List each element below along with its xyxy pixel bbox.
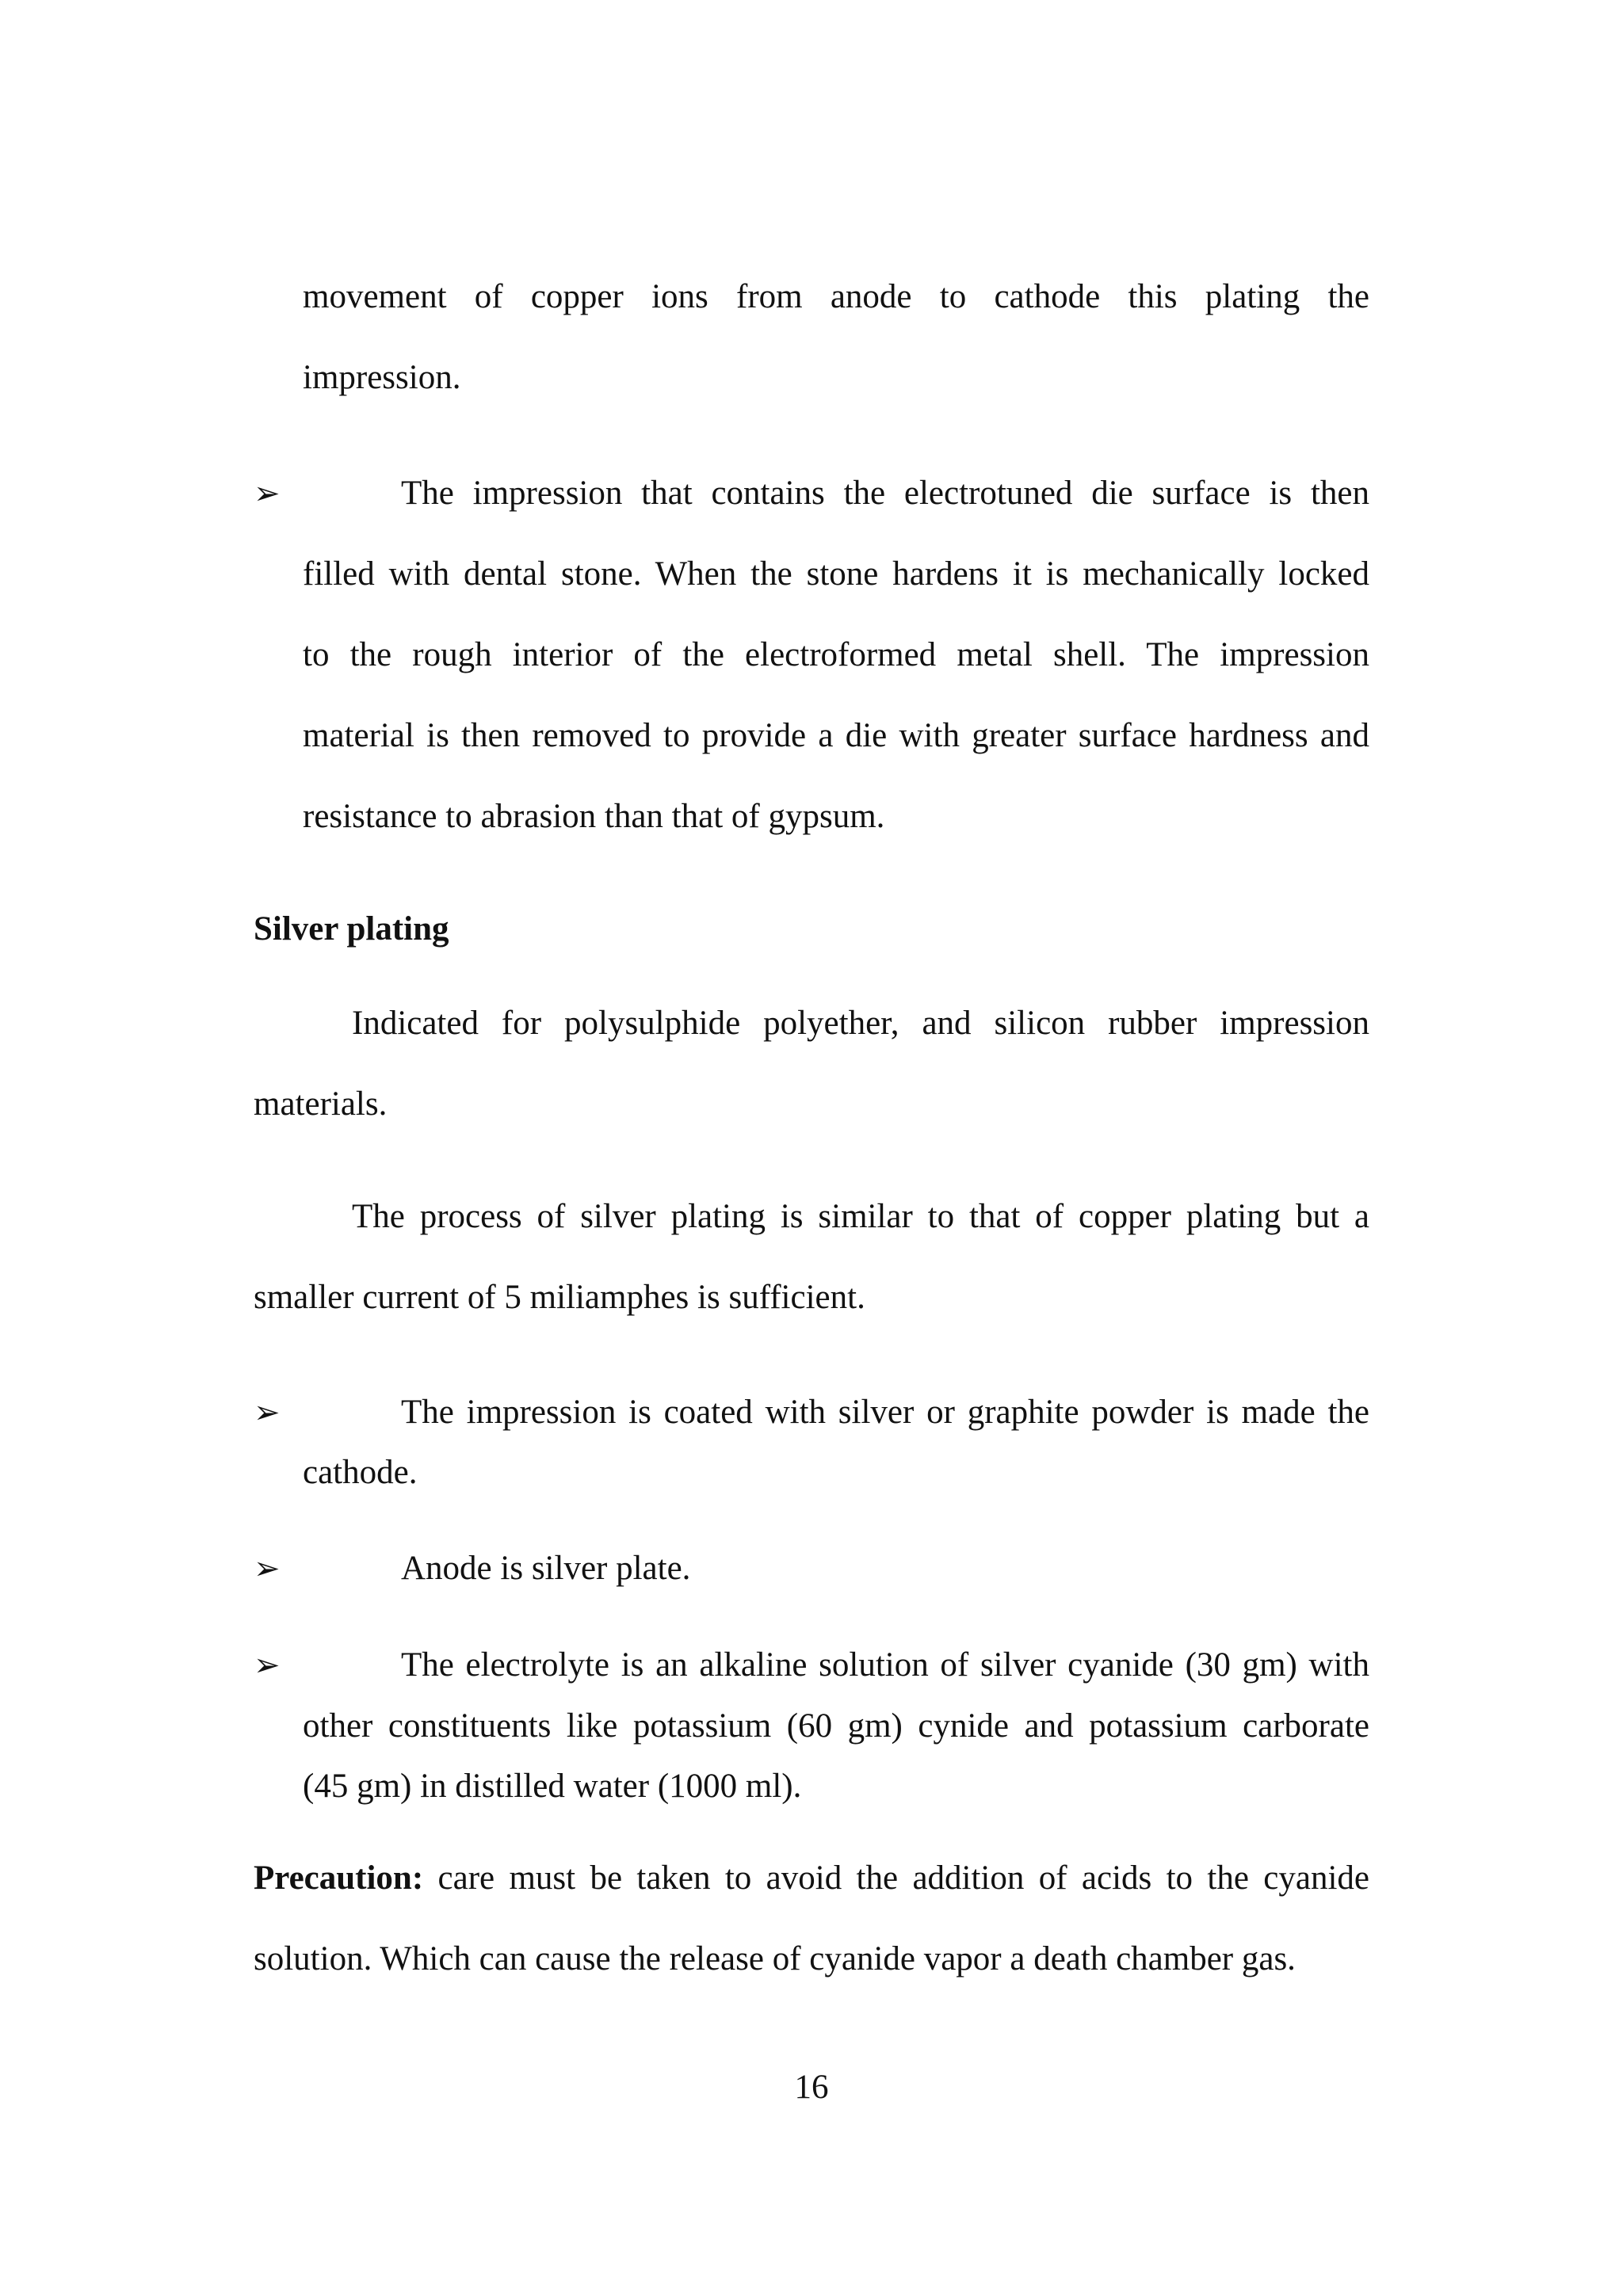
indicated-line-1: Indicated for polysulphide polyether, and silicon rubber impression	[352, 1005, 1369, 1042]
continuation-line-1: movement of copper ions from anode to cathode this plating the	[303, 278, 1369, 315]
process-line-1: The process of silver plating is similar to that of copper plating but a	[352, 1198, 1369, 1235]
bullet-electrolyte-line-2: other constituents like potassium (60 gm) cynide and potassium carborate	[303, 1707, 1369, 1745]
precaution-label: Precaution:	[254, 1859, 424, 1897]
bullet-arrow-icon: ➢	[254, 1647, 281, 1684]
process-line-2: smaller current of 5 miliamphes is sufficient.	[254, 1279, 865, 1316]
bullet-die-line-3: to the rough interior of the electroformed metal shell. The impression	[303, 636, 1369, 673]
indicated-line-2: materials.	[254, 1085, 388, 1123]
bullet-electrolyte-line-1: The electrolyte is an alkaline solution of silver cyanide (30 gm) with	[401, 1646, 1369, 1684]
continuation-line-2: impression.	[303, 359, 461, 396]
bullet-die-line-4: material is then removed to provide a die with greater surface hardness and	[303, 717, 1369, 754]
bullet-die-line-1: The impression that contains the electrotuned die surface is then	[401, 475, 1369, 512]
bullet-arrow-icon: ➢	[254, 1394, 281, 1431]
bullet-die-line-2: filled with dental stone. When the stone hardens it is mechanically locked	[303, 555, 1369, 593]
precaution-line-2: solution. Which can cause the release of cyanide vapor a death chamber gas.	[254, 1940, 1296, 1978]
section-heading: Silver plating	[254, 910, 449, 948]
bullet-cathode-line-2: cathode.	[303, 1454, 418, 1491]
precaution-line-1	[254, 1856, 1369, 1901]
bullet-electrolyte-line-3: (45 gm) in distilled water (1000 ml).	[303, 1768, 802, 1805]
bullet-anode-line-1: Anode is silver plate.	[401, 1550, 691, 1587]
bullet-cathode-line-1: The impression is coated with silver or graphite powder is made the	[401, 1394, 1369, 1431]
page-number: 16	[794, 2069, 829, 2106]
bullet-arrow-icon: ➢	[254, 475, 281, 512]
bullet-die-line-5: resistance to abrasion than that of gypsum.	[303, 798, 885, 835]
bullet-arrow-icon: ➢	[254, 1550, 281, 1587]
precaution-text: care must be taken to avoid the addition of acids to the cyanide	[437, 1859, 1369, 1897]
